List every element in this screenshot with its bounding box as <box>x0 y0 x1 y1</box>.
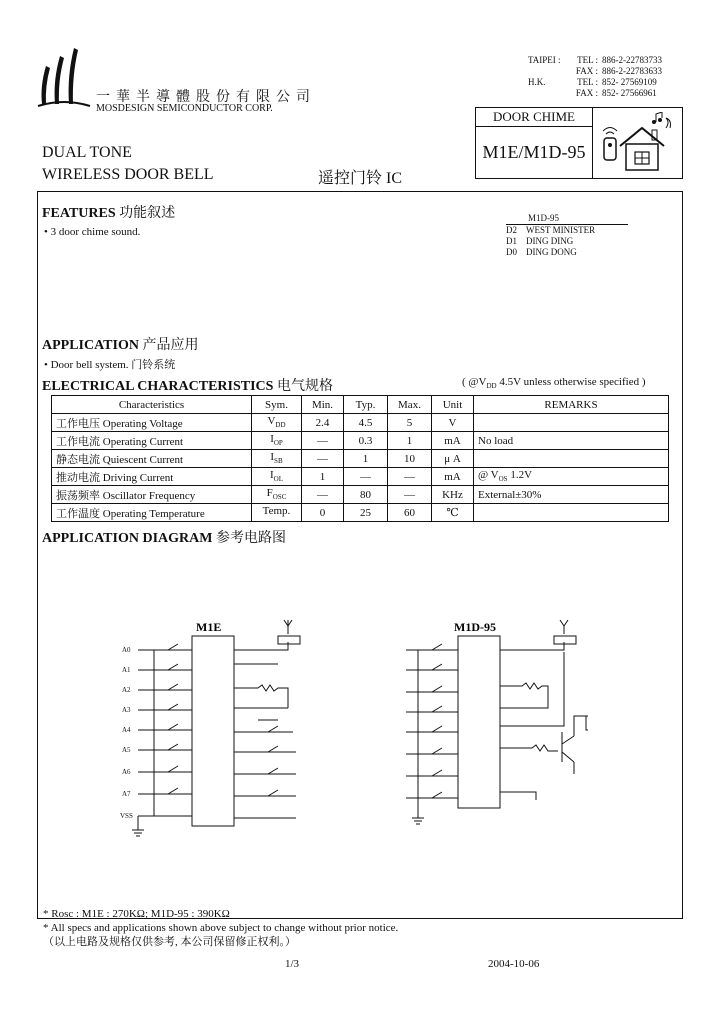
product-title-line1: DUAL TONE <box>42 144 132 161</box>
table-row: 工作电流 Operating Current $I_{OP}$ — 0.3 1 mA No load <box>52 432 669 450</box>
table-row: 工作温度 Operating Temperature Temp. 0 25 60 ℃ <box>52 504 669 522</box>
door-chime-box <box>475 107 683 179</box>
column-header: Characteristics <box>52 396 252 414</box>
table-row: 振荡频率 Oscillator Frequency $F_{OSC}$ — 80 — KHz External±30% <box>52 486 669 504</box>
door-chime-title: DOOR CHIME <box>476 108 593 127</box>
contact-row: FAX : 852- 27566961 <box>575 88 657 98</box>
pin-label: A1 <box>122 666 131 674</box>
model-number: M1E/M1D-95 <box>476 126 593 178</box>
table-row: 推动电流 Driving Current $I_{OL}$ 1 — — mA @ $V_{OS}$ 1.2V <box>52 468 669 486</box>
pin-label: VSS <box>120 812 133 820</box>
pin-label: A0 <box>122 646 131 654</box>
company-name-en: MOSDESIGN SEMICONDUCTOR CORP. <box>96 103 273 114</box>
product-title-line2: WIRELESS DOOR BELL <box>42 166 214 183</box>
pin-label: A7 <box>122 790 131 798</box>
company-name-cn: 一華半導體股份有限公司 <box>96 90 316 105</box>
column-header: Max. <box>388 396 432 414</box>
page-number: 1/3 <box>285 958 300 970</box>
application-heading: APPLICATION 产品应用 <box>42 338 199 353</box>
pin-label: A3 <box>122 706 131 714</box>
test-condition: ( $@V_{DD}$ 4.5V unless otherwise specified ) <box>462 376 646 391</box>
application-circuit-diagram <box>118 612 588 842</box>
table-row: 工作电压 Operating Voltage $V_{DD}$ 2.4 4.5 5 V <box>52 414 669 432</box>
pin-label: A5 <box>122 746 131 754</box>
table-header-row <box>52 396 669 414</box>
column-header: Min. <box>302 396 344 414</box>
document-date: 2004-10-06 <box>488 958 540 970</box>
column-header: Unit <box>432 396 474 414</box>
contact-block <box>528 55 662 99</box>
electrical-table <box>51 395 669 522</box>
note-line: （以上电路及规格仅供参考, 本公司保留修正权利。） <box>43 936 296 948</box>
electrical-heading: ELECTRICAL CHARACTERISTICS 电气规格 <box>42 379 333 394</box>
contact-row: FAX : 886-2-22783633 <box>575 66 662 76</box>
chime-sound-legend: M1D-95 D2 WEST MINISTER D1 DING DING D0 DING DONG <box>506 213 628 258</box>
pin-label: A2 <box>122 686 131 694</box>
company-logo <box>36 46 92 112</box>
features-bullet: • 3 door chime sound. <box>44 226 141 238</box>
house-remote-icon <box>600 112 676 176</box>
column-header: REMARKS <box>474 396 669 414</box>
contact-row: TAIPEI : TEL : 886-2-22783733 <box>528 55 662 65</box>
contact-row: H.K. TEL : 852- 27569109 <box>528 77 657 87</box>
chip2-label: M1D-95 <box>454 620 496 634</box>
notes-block <box>43 907 398 949</box>
chip1-label: M1E <box>196 620 222 634</box>
product-title-cn: 遥控门铃 IC <box>318 170 403 187</box>
features-heading: FEATURES 功能叙述 <box>42 206 176 221</box>
pin-label: A4 <box>122 726 131 734</box>
column-header: Sym. <box>252 396 302 414</box>
pin-label: A6 <box>122 768 131 776</box>
diagram-heading: APPLICATION DIAGRAM 参考电路图 <box>42 531 286 546</box>
note-line: * All specs and applications shown above subject to change without prior notice. <box>43 922 399 934</box>
application-bullet: • Door bell system. 门铃系统 <box>44 359 176 371</box>
note-line: * Rosc : M1E : 270KΩ; M1D-95 : 390KΩ <box>43 908 230 920</box>
table-row: 静态电流 Quiescent Current $I_{SB}$ — 1 10 μ A <box>52 450 669 468</box>
column-header: Typ. <box>344 396 388 414</box>
